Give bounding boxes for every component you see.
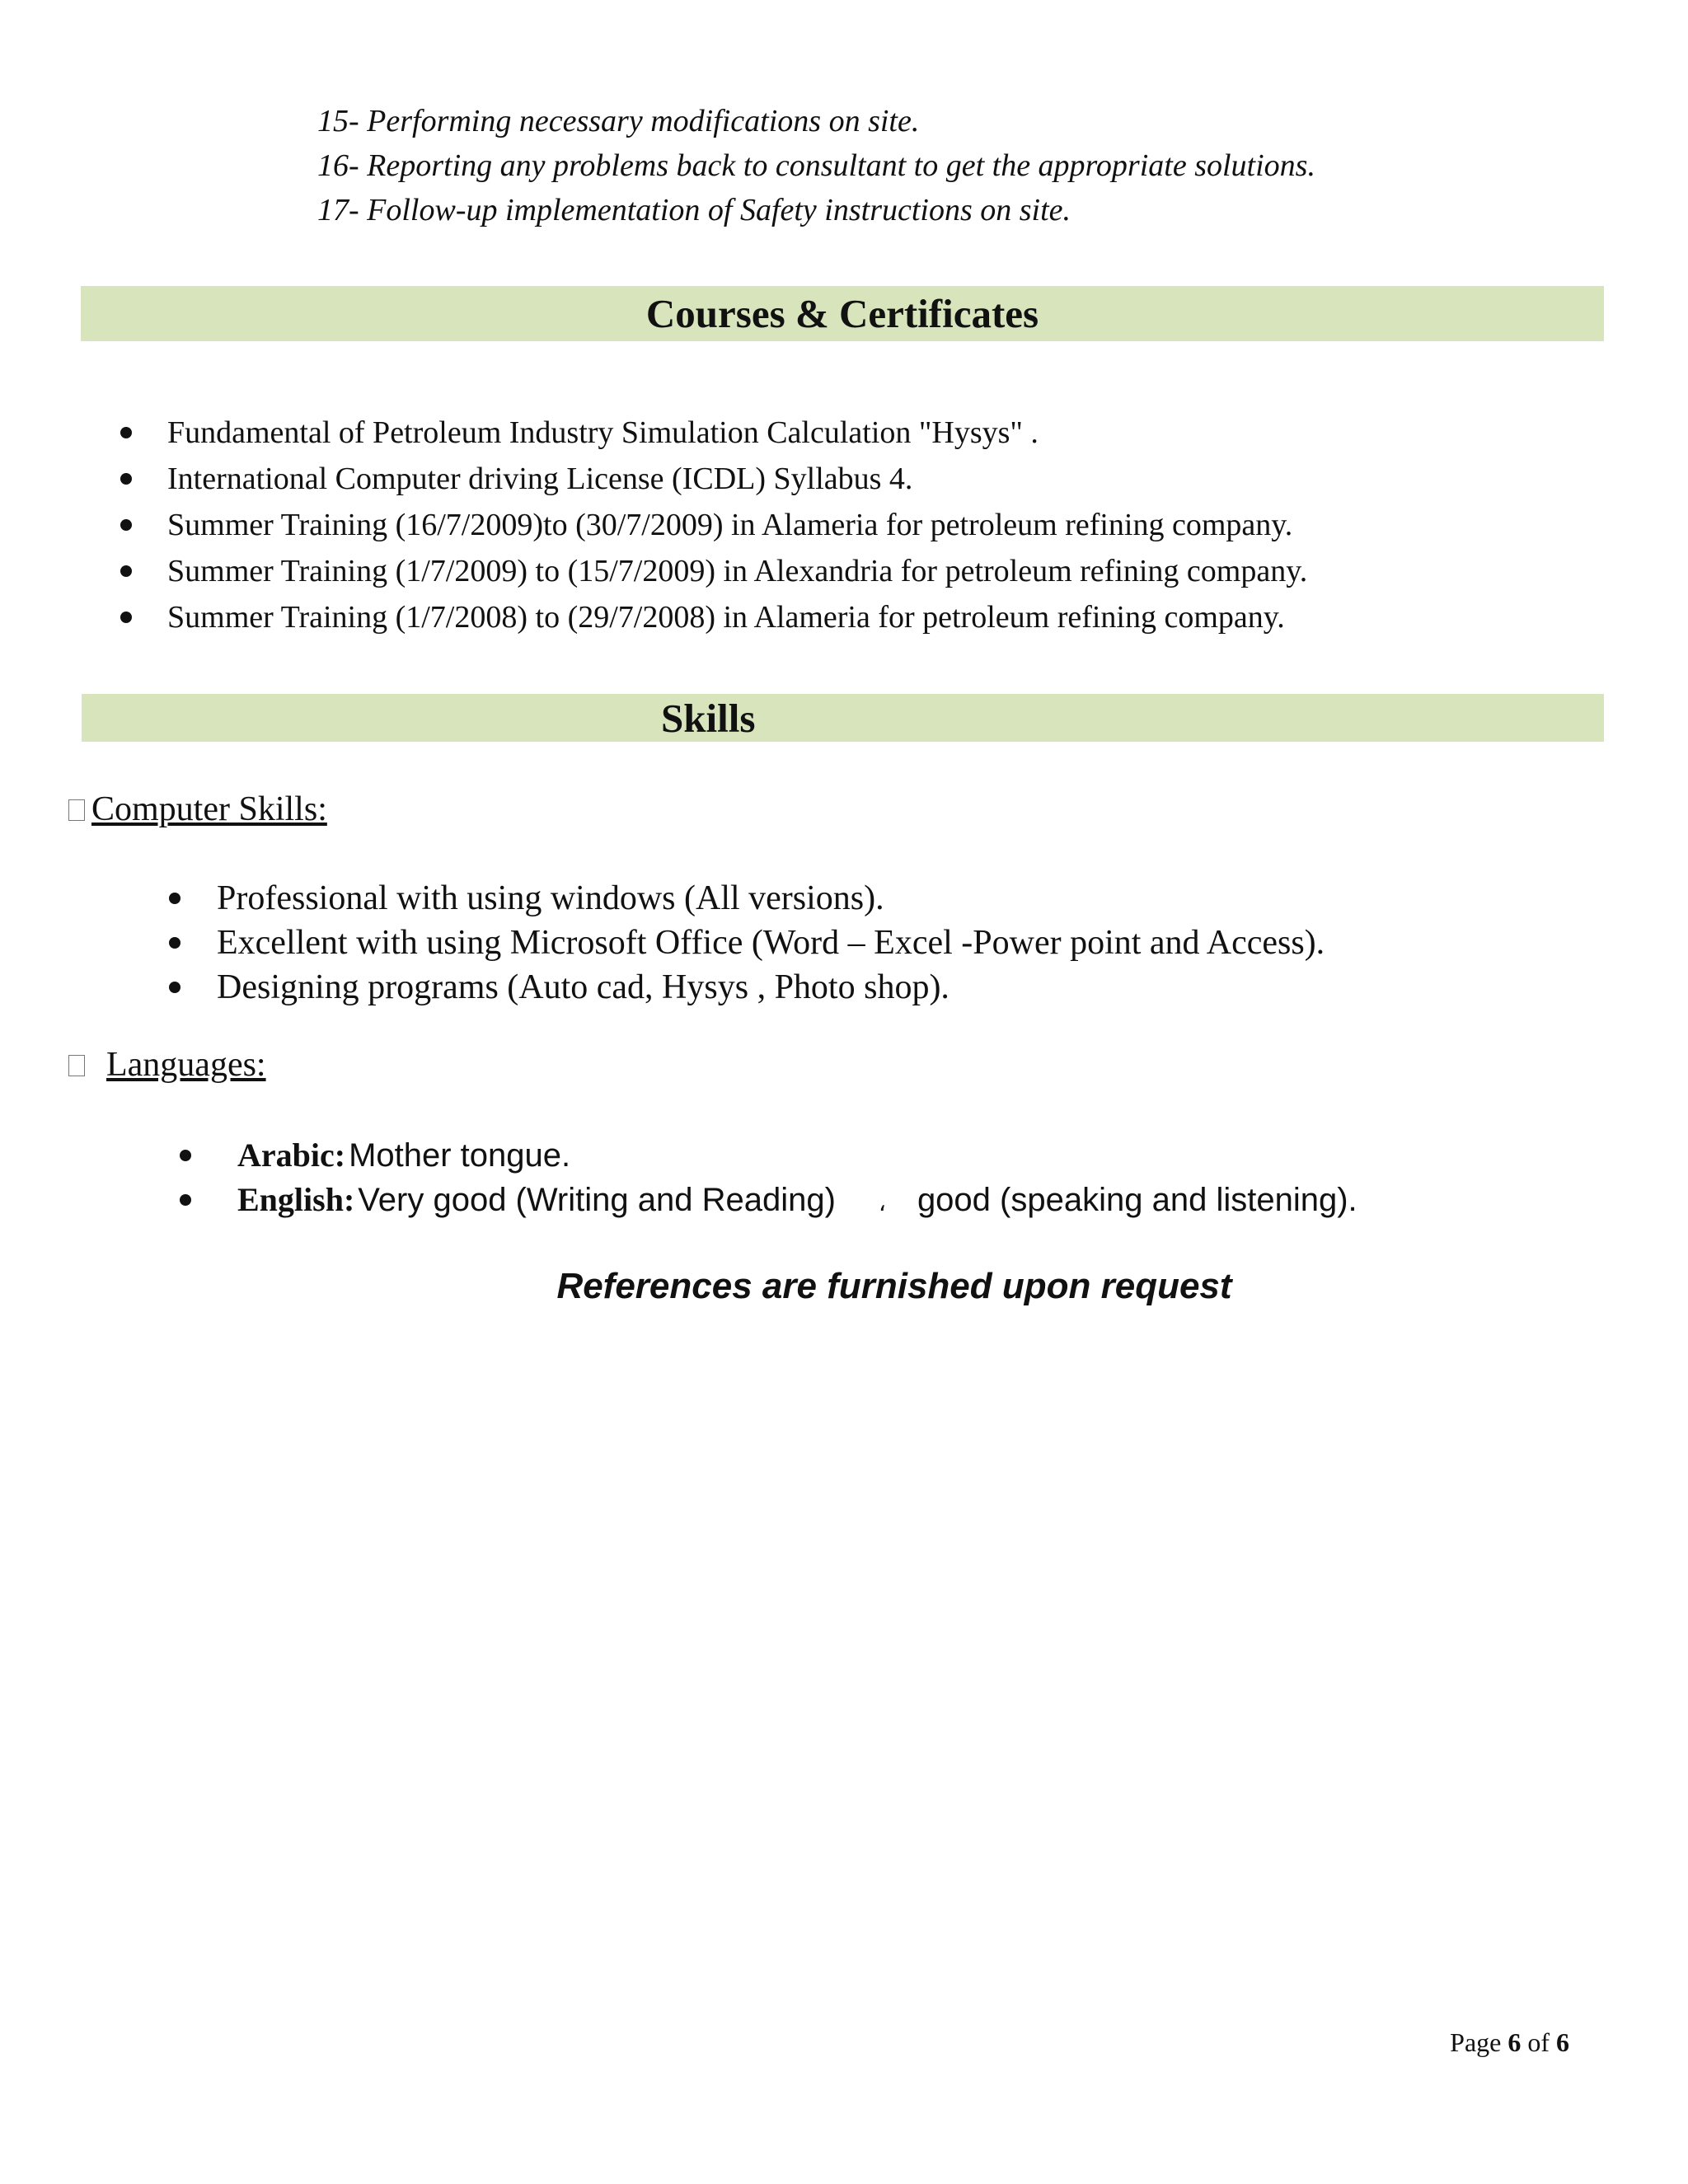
duty-item: 15- Performing necessary modifications on site.	[317, 104, 920, 138]
bullet-icon	[180, 1194, 191, 1206]
page-footer	[1450, 2027, 1569, 2058]
skill-text: Professional with using windows (All versions).	[217, 879, 884, 917]
list-item	[167, 594, 1307, 640]
bullet-icon	[120, 565, 132, 577]
skills-section-header	[82, 694, 1604, 742]
list-item	[167, 548, 1307, 594]
course-text: International Computer driving License (ICDL) Syllabus 4.	[167, 462, 913, 496]
list-item	[167, 502, 1307, 548]
bullet-icon	[169, 937, 181, 949]
language-label: Arabic:	[237, 1137, 346, 1174]
courses-list	[167, 410, 1307, 640]
bullet-icon	[169, 893, 181, 904]
bullet-icon	[169, 982, 181, 993]
language-separator: ،	[878, 1189, 886, 1216]
courses-section-title: Courses & Certificates	[645, 291, 1039, 336]
list-item	[237, 1178, 1357, 1222]
course-text: Fundamental of Petroleum Industry Simulation Calculation "Hysys" .	[167, 415, 1039, 450]
page-current: 6	[1507, 2027, 1522, 2057]
list-item	[217, 876, 1325, 921]
computer-skills-list	[217, 876, 1325, 1010]
bullet-icon	[120, 427, 132, 438]
duty-item: 17- Follow-up implementation of Safety instructions on site.	[317, 193, 1071, 227]
list-item	[167, 410, 1307, 456]
duty-item: 16- Reporting any problems back to consultant to get the appropriate solutions.	[317, 148, 1315, 183]
language-level: Very good (Writing and Reading)	[358, 1182, 836, 1218]
duty-list	[317, 99, 1315, 232]
course-text: Summer Training (1/7/2009) to (15/7/2009) in Alexandria for petroleum refining company.	[167, 554, 1308, 588]
list-item	[237, 1133, 1357, 1178]
computer-skills-heading-text: Computer Skills:	[91, 790, 327, 828]
language-level: Mother tongue.	[349, 1137, 571, 1174]
checkbox-glyph-icon	[68, 799, 85, 821]
course-text: Summer Training (16/7/2009)to (30/7/2009) in Alameria for petroleum refining company.	[167, 508, 1293, 542]
page-label: Page	[1450, 2027, 1502, 2057]
languages-heading-text: Languages:	[106, 1046, 266, 1084]
checkbox-glyph-icon	[68, 1055, 85, 1076]
computer-skills-heading	[68, 790, 327, 829]
page-total: 6	[1556, 2027, 1569, 2057]
list-item	[167, 456, 1307, 502]
references-note: References are furnished upon request	[556, 1266, 1232, 1306]
courses-section-header	[81, 286, 1604, 341]
page-of-label: of	[1527, 2027, 1550, 2057]
bullet-icon	[120, 519, 132, 531]
language-label: English:	[237, 1181, 355, 1218]
course-text: Summer Training (1/7/2008) to (29/7/2008) in Alameria for petroleum refining company.	[167, 600, 1285, 635]
languages-heading	[68, 1045, 266, 1085]
list-item	[217, 921, 1325, 965]
language-level-secondary: good (speaking and listening).	[917, 1182, 1357, 1218]
languages-list	[237, 1133, 1357, 1222]
skills-section-title: Skills	[661, 695, 756, 741]
bullet-icon	[120, 612, 132, 623]
bullet-icon	[120, 473, 132, 485]
list-item	[217, 965, 1325, 1010]
skill-text: Excellent with using Microsoft Office (Word – Excel -Power point and Access).	[217, 924, 1325, 962]
bullet-icon	[180, 1150, 191, 1161]
skill-text: Designing programs (Auto cad, Hysys , Photo shop).	[217, 968, 950, 1006]
